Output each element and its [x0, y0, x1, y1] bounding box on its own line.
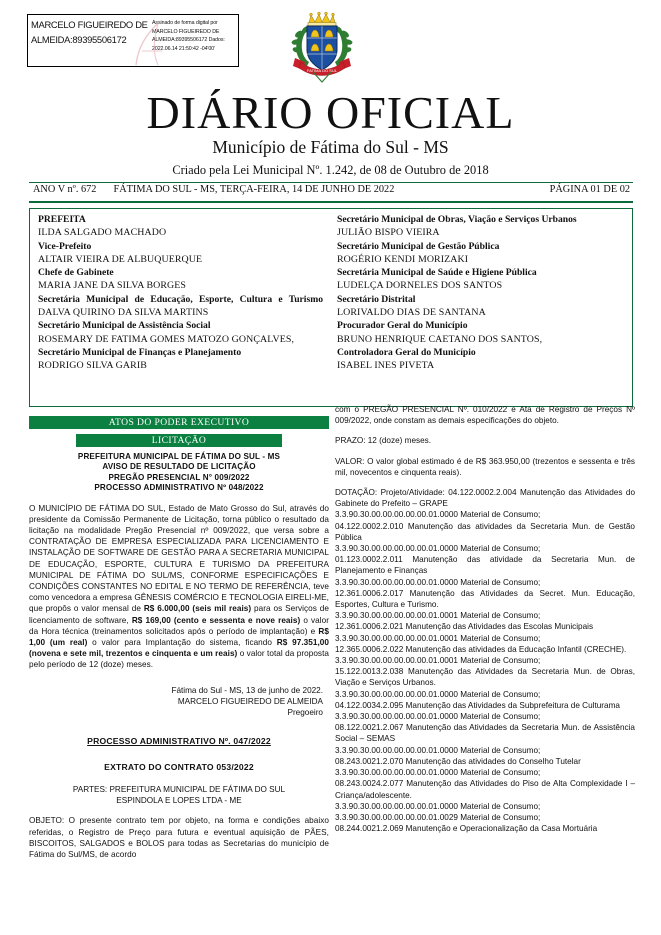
official-name: ROSEMARY DE FATIMA GOMES MATOZO GONÇALVES, — [38, 333, 295, 345]
right-column — [335, 404, 635, 834]
section-banner-atos: ATOS DO PODER EXECUTIVO — [29, 416, 329, 429]
dotacao-line: 3.3.90.30.00.00.00.00.00.01.0000 Material de Consumo; — [335, 577, 541, 587]
processo-administrativo-heading: PROCESSO ADMINISTRATIVO Nº. 047/2022 — [87, 735, 271, 746]
issue-bar — [29, 182, 633, 203]
dotacao-line: 3.3.90.30.00.00.00.00.00.01.0000 Material de Consumo; — [335, 745, 541, 755]
notice-heading-line-4: PROCESSO ADMINISTRATIVO Nº 048/2022 — [94, 483, 264, 493]
dotacao-line: 12.361.0006.2.017 Manutenção das Atividades da Secret. Mun. Educação, Esportes, Cultura e Turismo. — [335, 588, 635, 610]
official-name: RODRIGO SILVA GARIB — [38, 360, 147, 372]
official-name: BRUNO HENRIQUE CAETANO DOS SANTOS, — [337, 333, 543, 345]
official-name: LUDELÇA DORNELES DOS SANTOS — [337, 280, 503, 292]
notice-heading-line-1: PREFEITURA MUNICIPAL DE FÁTIMA DO SUL - MS — [77, 452, 281, 461]
dotacao-line: 15.122.0013.2.038 Manutenção das Atividades da Secretaria Mun. de Obras, Viação e Serviços Urbanos. — [335, 667, 635, 688]
notice-heading-line-3: PREGÃO PRESENCIAL N° 009/2022 — [108, 472, 250, 482]
dotacao-list — [335, 487, 635, 834]
official-role: Secretário Municipal de Obras, Viação e Serviços Urbanos — [337, 214, 577, 225]
official-name: ROGÉRIO KENDI MORIZAKI — [337, 253, 469, 265]
valor-paragraph: VALOR: O valor global estimado é de R$ 363.950,00 (trezentos e sessenta e três mil, novecentos e cinquenta reais). — [335, 456, 635, 477]
officials-right-column — [329, 209, 632, 406]
dotacao-line: 04.122.0034.2.095 Manutenção das Atividades da Subprefeitura de Culturama — [335, 700, 620, 710]
signature-name: MARCELO FIGUEIREDO DE ALMEIDA:89395506172 — [31, 19, 148, 45]
dotacao-line: 08.244.0021.2.069 Manutenção e Operacionalização da Casa Mortuária — [335, 824, 598, 834]
official-role: Controladora Geral do Município — [337, 346, 476, 358]
masthead-subtitle: Município de Fátima do Sul - MS — [212, 137, 449, 157]
dotacao-line: 3.3.90.30.00.00.00.00.00.01.0001 Material de Consumo; — [335, 633, 541, 643]
dotacao-line: 04.122.0002.2.010 Manutenção das atividades da Secretaria Mun. de Gestão Pública — [335, 521, 635, 542]
officials-box — [29, 208, 633, 407]
digital-signature-stamp — [27, 14, 239, 67]
notice-body: O MUNICÍPIO DE FÁTIMA DO SUL, Estado de Mato Grosso do Sul, através do presidente da Comissão Permanente de Licitação, torna público o resultado da licitação na modalidade Pregão Presencial nº 009/2022, que versa sobre a CONTRATAÇÃO DE EMPRESA ESPECIALIZADA PARA LICENCIAMENTO E INSTALAÇÃO DE SOFTWARE DE GESTÃO PARA A SECRETARIA MUNICIPAL DE EDUCAÇÃO, ESPORTE, CULTURA E TURISMO DA PREFEITURA MUNICIPAL DE FÁTIMA DO SUL/MS, CONFORME ESPECIFICAÇÕES E CONDIÇÕES CONSTANTES NO EDITAL E NO TERMO DE REFERÊNCIA, teve como vencedora a empresa GÊNESIS COMÉRCIO E TECNOLOGIA EIRELI-ME, que propôs o valor mensal de R$ 6.000,00 (seis mil reais) para os Serviços de licenciamento de software, R$ 169,00 (cento e sessenta e nove reais) o valor da Hora técnica (treinamentos solicitados após o período de implantação) e R$ 1,00 (um real) o valor para Implantação do sistema, ficando R$ 97.351,00 (novena e sete mil, trezentos e cinquenta e um reais) o valor total da proposta pelo período de 12 (doze) meses. — [29, 503, 330, 670]
dotacao-line: 08.243.0024.2.077 Manutenção das Atividades do Piso de Alta Complexidade I – Criança/adolescente. — [335, 779, 635, 800]
partes-line-2: ESPINDOLA E LOPES LTDA - ME — [116, 796, 242, 806]
official-role: Secretária Municipal de Educação, Esporte, Cultura e Turismo — [38, 293, 323, 305]
signature-signer-role: Pregoeiro — [287, 708, 323, 718]
official-name: ALTAIR VIEIRA DE ALBUQUERQUE — [38, 253, 203, 265]
official-role: Procurador Geral do Município — [337, 320, 468, 332]
official-role: Secretário Municipal de Gestão Pública — [337, 240, 500, 252]
dotacao-line: 3.3.90.30.00.00.00.00.00.01.0000 Material de Consumo; — [335, 712, 541, 722]
extrato-contrato-heading: EXTRATO DO CONTRATO 053/2022 — [104, 761, 254, 772]
official-role: Chefe de Gabinete — [38, 267, 114, 279]
dotacao-line: 3.3.90.30.00.00.00.00.00.01.0000 Material de Consumo; — [335, 510, 541, 520]
dotacao-line: 3.3.90.30.00.00.00.00.00.01.0029 Material de Consumo; — [335, 812, 541, 822]
officials-left-column — [30, 209, 329, 406]
official-role: PREFEITA — [38, 214, 86, 225]
svg-text:FATIMA DO SUL: FATIMA DO SUL — [307, 68, 337, 73]
section-banner-licitacao: LICITAÇÃO — [76, 434, 282, 447]
partes-line-1: PARTES: PREFEITURA MUNICIPAL DE FÁTIMA DO SUL — [72, 784, 286, 794]
official-role: Secretário Municipal de Assistência Social — [38, 320, 211, 332]
official-role: Vice-Prefeito — [38, 240, 92, 252]
coat-of-arms-icon — [287, 10, 357, 88]
dotacao-line: 08.243.0021.2.070 Manutenção das atividades do Conselho Tutelar — [335, 756, 581, 766]
official-name: ISABEL INES PIVETA — [337, 360, 435, 372]
official-name: DALVA QUIRINO DA SILVA MARTINS — [38, 307, 209, 319]
signature-city-date: Fátima do Sul - MS, 13 de junho de 2022. — [171, 685, 323, 695]
dotacao-line: 3.3.90.30.00.00.00.00.00.01.0001 Material de Consumo; — [335, 656, 541, 666]
issue-number: ANO V nº. 672 — [33, 184, 97, 195]
masthead — [0, 88, 661, 179]
dotacao-line: 01.123.0002.2.011 Manutenção das atividade da Secretaria Mun. de Planejamento e Finanças — [335, 555, 635, 576]
official-role: Secretária Municipal de Saúde e Higiene Pública — [337, 267, 537, 279]
prazo-line: PRAZO: 12 (doze) meses. — [335, 436, 432, 446]
dotacao-line: 3.3.90.30.00.00.00.00.00.01.0000 Material de Consumo; — [335, 768, 541, 778]
dotacao-line: 08.122.0021.2.067 Manutenção das Atividades da Secretaria Mun. de Assistência Social – SEMAS — [335, 723, 635, 744]
left-column — [29, 452, 329, 860]
official-name: ILDA SALGADO MACHADO — [38, 227, 167, 239]
official-name: JULIÃO BISPO VIEIRA — [337, 227, 440, 239]
dotacao-line: 3.3.90.30.00.00.00.00.00.01.0000 Material de Consumo; — [335, 689, 541, 699]
signature-details: Assinado de forma digital por MARCELO FIGUEIREDO DE ALMEIDA:89395506172 Dados: 2022.06.14 21:50:42 -04'00' — [152, 20, 225, 52]
signature-signer-name: MARCELO FIGUEIREDO DE ALMEIDA — [177, 697, 323, 707]
notice-signature-block — [29, 685, 329, 719]
dotacao-line: 12.365.0006.2.022 Manutenção das atividades da Educação Infantil (CRECHE). — [335, 644, 627, 654]
dotacao-line: 12.361.0006.2.021 Manutenção das Atividades das Escolas Municipais — [335, 622, 594, 632]
official-name: MARIA JANE DA SILVA BORGES — [38, 280, 187, 292]
page-number: PÁGINA 01 DE 02 — [549, 184, 630, 195]
objeto-continuation: com o PREGÃO PRESENCIAL Nº. 010/2022 e Ata de Registro de Preços Nº 009/2022, onde constam as demais especificações do objeto. — [335, 405, 635, 426]
notice-heading-line-2: AVISO DE RESULTADO DE LICITAÇÃO — [102, 462, 256, 472]
official-name: LORIVALDO DIAS DE SANTANA — [337, 307, 486, 319]
page-title: DIÁRIO OFICIAL — [146, 87, 515, 138]
masthead-law: Criado pela Lei Municipal Nº. 1.242, de 08 de Outubro de 2018 — [172, 163, 489, 177]
dotacao-line: 3.3.90.30.00.00.00.00.00.01.0001 Material de Consumo; — [335, 611, 541, 621]
issue-date: FÁTIMA DO SUL - MS, TERÇA-FEIRA, 14 DE JUNHO DE 2022 — [113, 184, 395, 195]
official-role: Secretário Municipal de Finanças e Planejamento — [38, 346, 242, 358]
dotacao-line: DOTAÇÃO: Projeto/Atividade: 04.122.0002.2.004 Manutenção das Atividades do Gabinete do Prefeito – GRAPE — [335, 488, 635, 509]
dotacao-line: 3.3.90.30.00.00.00.00.00.01.0000 Material de Consumo; — [335, 544, 541, 554]
objeto-paragraph: OBJETO: O presente contrato tem por objeto, na forma e condições abaixo referidas, o Registro de Preço para futura e eventual aquisição de PÃES, BISCOITOS, SALGADOS e BOLOS para todas as Secretarias do município de Fátima do Sul/MS, de acordo — [29, 816, 329, 859]
dotacao-line: 3.3.90.30.00.00.00.00.00.01.0000 Material de Consumo; — [335, 801, 541, 811]
official-role: Secretário Distrital — [337, 293, 416, 305]
